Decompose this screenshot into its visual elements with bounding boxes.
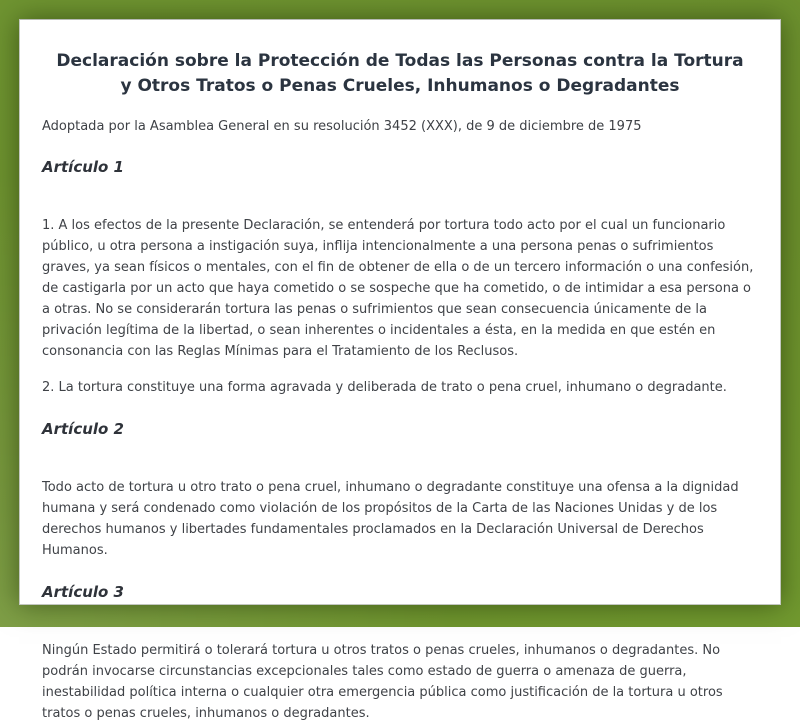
article-2-heading: Artículo 2	[42, 420, 124, 438]
article-section-3	[42, 582, 758, 724]
article-1-paragraph-2: 2. La tortura constituye una forma agravada y deliberada de trato o pena cruel, inhumano o degradante.	[42, 380, 727, 395]
article-section-2	[42, 419, 758, 561]
article-1-paragraph-1: 1. A los efectos de la presente Declaración, se entenderá por tortura todo acto por el cual un funcionario público, u otra persona a instigación suya, inflija intencionalmente a una persona penas o sufrimientos graves, ya sean físicos o mentales, con el fin de obtener de ella o de un tercero información o una confesión, de castigarla por un acto que haya cometido o se sospeche que ha cometido, o de intimidar a esa persona o a otras. No se considerarán tortura las penas o sufrimientos que sean consecuencia únicamente de la privación legítima de la libertad, o sean inherentes o incidentales a ésta, en la medida en que estén en consonancia con las Reglas Mínimas para el Tratamiento de los Reclusos.	[42, 218, 754, 359]
article-2-paragraph-1: Todo acto de tortura u otro trato o pena cruel, inhumano o degradante constituye una ofensa a la dignidad humana y será condenado como violación de los propósitos de la Carta de las Naciones Unidas y de los derechos humanos y libertades fundamentales proclamados en la Declaración Universal de Derechos Humanos.	[42, 480, 739, 558]
article-section-1	[42, 157, 758, 398]
article-3-paragraph-1: Ningún Estado permitirá o tolerará tortura u otros tratos o penas crueles, inhumanos o degradantes. No podrán invocarse circunstancias excepcionales tales como estado de guerra o amenaza de guerra, inestabilidad política interna o cualquier otra emergencia pública como justificación de la tortura u otros tratos o penas crueles, inhumanos o degradantes.	[42, 643, 723, 721]
document-title: Declaración sobre la Protección de Todas las Personas contra la Tortura y Otros Tratos o Penas Crueles, Inhumanos o Degradantes	[56, 51, 744, 96]
document-panel	[19, 19, 781, 721]
article-3-heading: Artículo 3	[42, 583, 124, 601]
adoption-subtitle: Adoptada por la Asamblea General en su resolución 3452 (XXX), de 9 de diciembre de 1975	[42, 119, 642, 134]
article-1-heading: Artículo 1	[42, 158, 124, 176]
